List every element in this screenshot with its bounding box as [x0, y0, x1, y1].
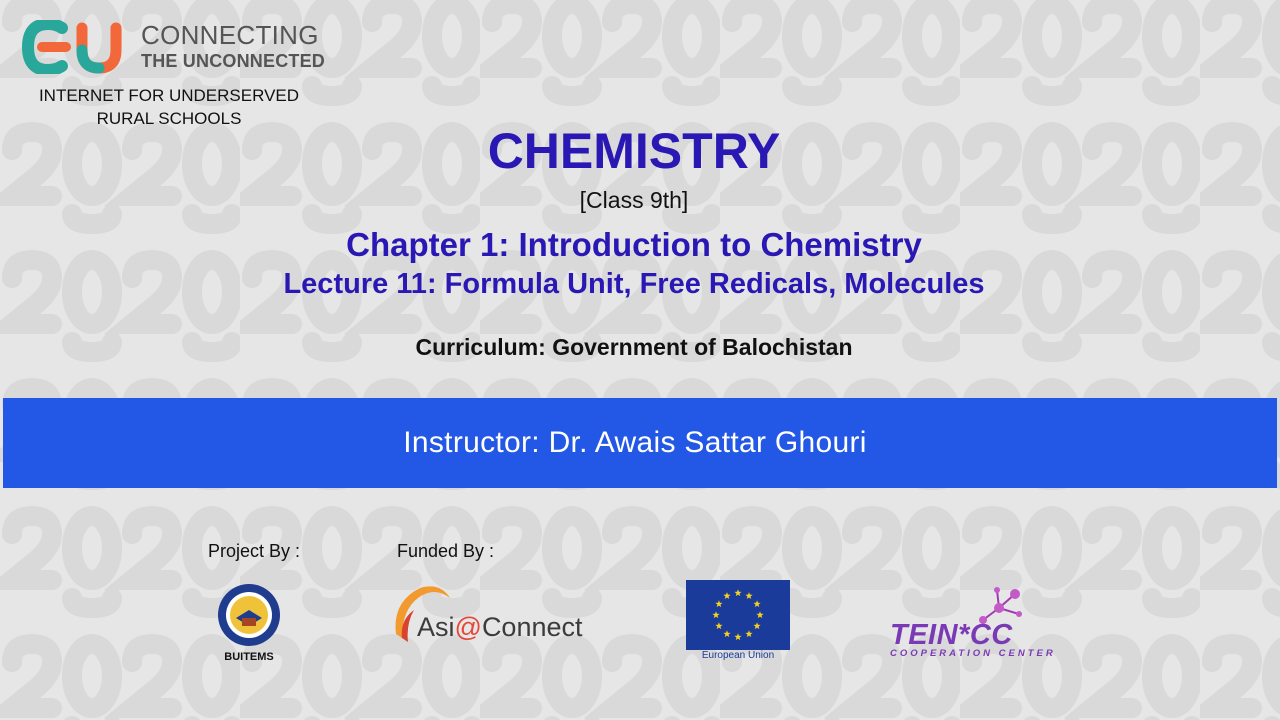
project-by-label: Project By :	[208, 541, 301, 561]
funded-by-label: Funded By :	[397, 541, 495, 561]
tein-wordmark: TEIN*CC	[890, 619, 1013, 651]
asia-suffix: Connect	[481, 612, 583, 642]
brand-subtitle-line2: RURAL SCHOOLS	[96, 109, 242, 128]
brand-tagline: THE UNCONNECTED	[141, 51, 326, 71]
cu-logo-icon	[22, 20, 124, 74]
chapter-title: Chapter 1: Introduction to Chemistry	[346, 226, 922, 263]
asia-prefix: Asi	[417, 612, 455, 642]
asia-at-sign: @	[454, 612, 482, 642]
eu-label: European Union	[701, 650, 775, 661]
instructor-banner	[3, 398, 1277, 488]
curriculum-label: Curriculum: Government of Balochistan	[415, 334, 853, 360]
buitems-seal-icon	[212, 582, 286, 648]
tein-subtitle: COOPERATION CENTER	[890, 648, 1056, 659]
lecture-title: Lecture 11: Formula Unit, Free Redicals, Molecules	[283, 268, 985, 300]
class-label: [Class 9th]	[579, 187, 689, 213]
buitems-label: BUITEMS	[224, 651, 274, 663]
instructor-name: Instructor: Dr. Awais Sattar Ghouri	[403, 426, 867, 459]
brand-subtitle-line1: INTERNET FOR UNDERSERVED	[38, 86, 300, 105]
asia-connect-wordmark	[417, 612, 583, 643]
brand-title: CONNECTING	[141, 20, 319, 50]
eu-flag-icon	[686, 580, 790, 650]
subject-title: CHEMISTRY	[487, 123, 781, 179]
